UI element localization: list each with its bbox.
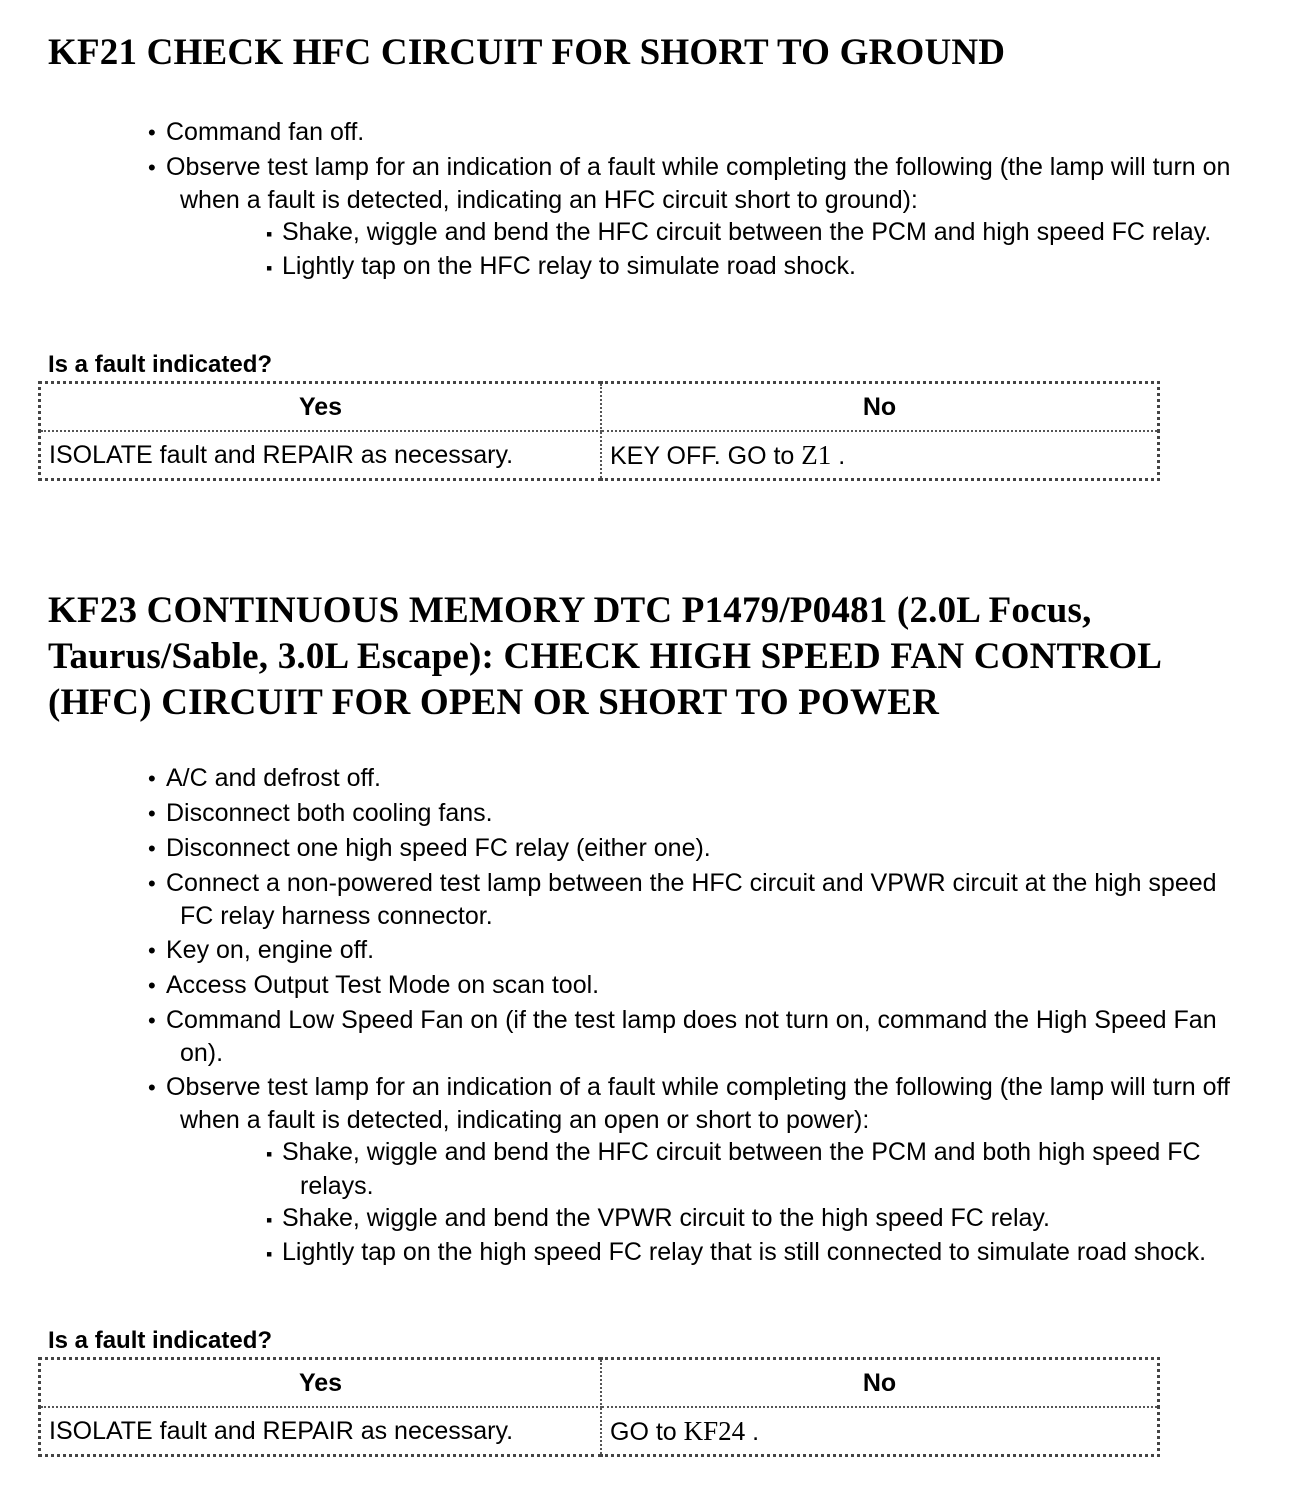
substep-text: Shake, wiggle and bend the HFC circuit between the PCM and both high speed FC relays. xyxy=(282,1138,1201,1200)
no-cell-suffix: . xyxy=(838,441,846,470)
kf21-substep-list xyxy=(180,216,1250,284)
step-text: Command Low Speed Fan on (if the test lamp does not turn on, command the High Speed Fan on). xyxy=(166,1006,1217,1067)
no-header: No xyxy=(601,1359,1159,1408)
table-header-row xyxy=(40,1359,1159,1408)
step-text: Command fan off. xyxy=(166,118,365,146)
kf21-question: Is a fault indicated? xyxy=(48,351,273,378)
yes-header: Yes xyxy=(40,1359,602,1408)
go-to-z1-link[interactable]: Z1 xyxy=(801,439,832,470)
no-cell xyxy=(601,431,1159,480)
no-cell xyxy=(601,1407,1159,1456)
list-item xyxy=(130,867,1250,932)
list-item xyxy=(130,934,1250,967)
yes-cell: ISOLATE fault and REPAIR as necessary. xyxy=(40,431,602,480)
list-item xyxy=(250,1202,1250,1236)
kf23-substep-list xyxy=(180,1136,1250,1270)
substep-text: Lightly tap on the high speed FC relay that is still connected to simulate road shock. xyxy=(282,1238,1207,1266)
kf23-step-list xyxy=(130,762,1250,1272)
table-header-row xyxy=(40,383,1159,432)
list-item xyxy=(130,116,1250,149)
kf23-step-title: KF23 CONTINUOUS MEMORY DTC P1479/P0481 (2.0L Focus, Taurus/Sable, 3.0L Escape): CHECK HIGH SPEED FAN CONTROL (HFC) CIRCUIT FOR OPEN OR SHORT TO POWER xyxy=(48,590,1161,723)
kf23-question: Is a fault indicated? xyxy=(48,1327,273,1354)
list-item xyxy=(250,1236,1250,1270)
list-item xyxy=(130,797,1250,830)
go-to-kf24-link[interactable]: KF24 xyxy=(683,1415,746,1446)
list-item xyxy=(250,1136,1250,1202)
step-text: Observe test lamp for an indication of a fault while completing the following (the lamp will turn on when a fault is detected, indicating an HFC circuit short to ground): xyxy=(166,153,1231,214)
no-cell-prefix: KEY OFF. GO to xyxy=(610,441,795,470)
kf21-step-title: KF21 CHECK HFC CIRCUIT FOR SHORT TO GROUND xyxy=(48,32,1006,73)
no-cell-suffix: . xyxy=(752,1417,760,1446)
step-text: A/C and defrost off. xyxy=(166,764,381,792)
step-text: Key on, engine off. xyxy=(166,936,375,964)
no-header: No xyxy=(601,383,1159,432)
list-item xyxy=(130,151,1250,284)
list-item xyxy=(130,1071,1250,1270)
no-cell-prefix: GO to xyxy=(610,1417,677,1446)
list-item xyxy=(130,1004,1250,1069)
step-text: Access Output Test Mode on scan tool. xyxy=(166,971,600,999)
step-text: Observe test lamp for an indication of a fault while completing the following (the lamp will turn off when a fault is detected, indicating an open or short to power): xyxy=(166,1073,1230,1134)
step-text: Disconnect both cooling fans. xyxy=(166,799,493,827)
substep-text: Lightly tap on the HFC relay to simulate road shock. xyxy=(282,252,856,280)
substep-text: Shake, wiggle and bend the VPWR circuit to the high speed FC relay. xyxy=(282,1204,1051,1232)
table-row xyxy=(40,431,1159,480)
kf23-result-table xyxy=(38,1357,1160,1457)
list-item xyxy=(250,250,1250,284)
step-text: Connect a non-powered test lamp between the HFC circuit and VPWR circuit at the high speed FC relay harness connector. xyxy=(166,869,1217,930)
list-item xyxy=(130,969,1250,1002)
yes-cell: ISOLATE fault and REPAIR as necessary. xyxy=(40,1407,602,1456)
list-item xyxy=(130,832,1250,865)
yes-header: Yes xyxy=(40,383,602,432)
table-row xyxy=(40,1407,1159,1456)
kf21-result-table xyxy=(38,381,1160,481)
list-item xyxy=(130,762,1250,795)
substep-text: Shake, wiggle and bend the HFC circuit between the PCM and high speed FC relay. xyxy=(282,218,1212,246)
step-text: Disconnect one high speed FC relay (either one). xyxy=(166,834,711,862)
kf21-step-list xyxy=(130,116,1250,286)
list-item xyxy=(250,216,1250,250)
